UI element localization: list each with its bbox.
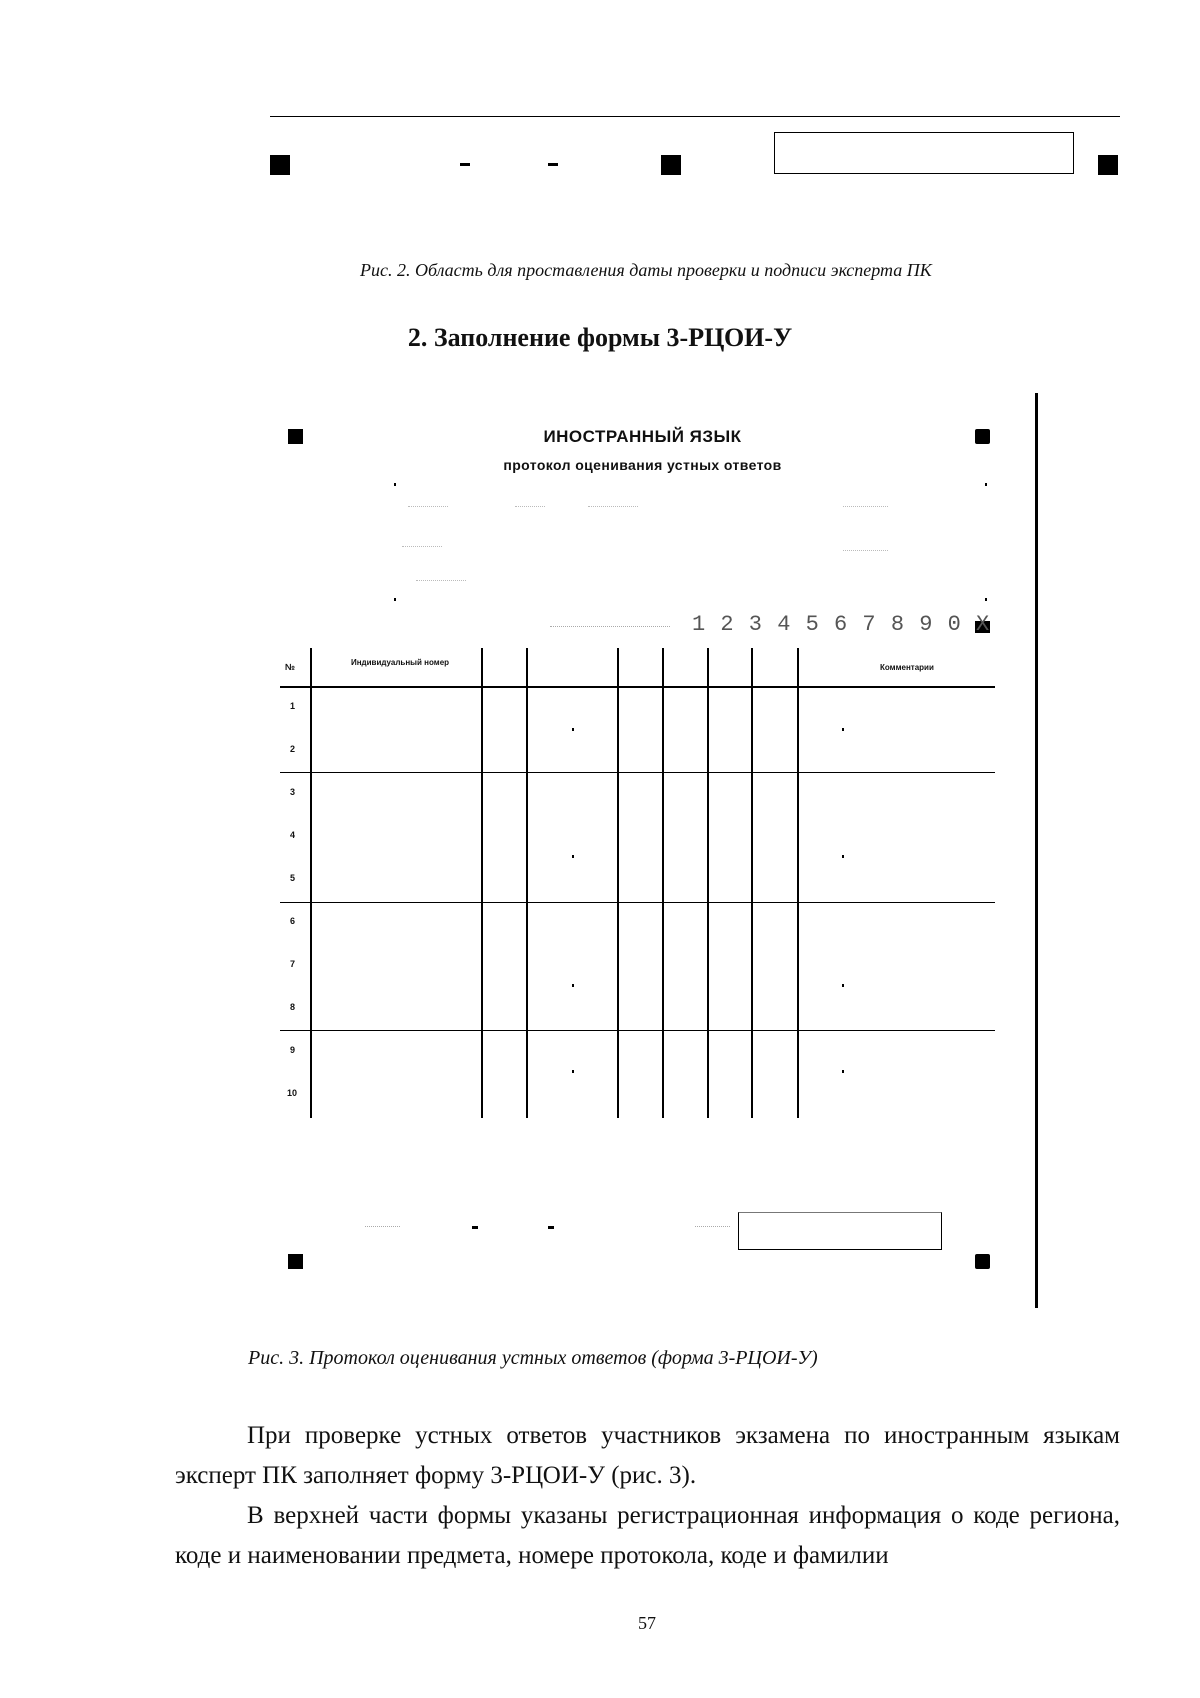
- fig2-date-dash-2: [548, 163, 558, 166]
- section-heading: 2. Заполнение формы 3-РЦОИ-У: [407, 323, 793, 352]
- row-dot: [572, 1070, 574, 1073]
- row-number: 3: [290, 787, 296, 797]
- form-date-dash-1: [472, 1226, 478, 1229]
- row-dot: [842, 984, 844, 987]
- row-number: 6: [290, 916, 296, 926]
- table-col-line: [310, 648, 312, 1118]
- fig2-marker-right: [1098, 155, 1118, 175]
- row-dot: [842, 855, 844, 858]
- table-group-rule: [280, 1030, 995, 1031]
- table-col-line: [707, 648, 709, 1118]
- fig2-signature-label: [712, 143, 762, 152]
- col-header-number: №: [285, 662, 296, 672]
- row-number: 2: [290, 744, 296, 754]
- form-signature-label-faint: [695, 1222, 730, 1227]
- reg-info-faint-field: [402, 540, 442, 547]
- reg-info-mark: [985, 598, 987, 601]
- fig2-date-dash-1: [460, 163, 470, 166]
- page-number: 57: [638, 1613, 656, 1633]
- fig2-date-label: [340, 143, 380, 152]
- table-header-rule: [280, 686, 995, 688]
- form-marker-bottom-left: [288, 1254, 303, 1269]
- reg-info-mark: [394, 483, 396, 486]
- form-date-dash-2: [548, 1226, 554, 1229]
- row-dot: [572, 855, 574, 858]
- reg-info-faint-field: [408, 502, 448, 507]
- reg-info-faint-field: [843, 546, 888, 551]
- protocol-number: 1 2 3 4 5 6 7 8 9 0 X: [692, 612, 991, 637]
- form-subtitle: протокол оценивания устных ответов: [503, 457, 782, 473]
- row-dot: [842, 1070, 844, 1073]
- col-header-individual-number: Индивидуальный номер: [350, 658, 450, 667]
- protocol-label-faint: [550, 622, 670, 627]
- table-col-line: [751, 648, 753, 1118]
- reg-info-faint-field: [843, 502, 888, 507]
- fig2-top-rule: [270, 116, 1120, 117]
- reg-info-faint-field: [515, 502, 545, 507]
- fig3-caption: Рис. 3. Протокол оценивания устных ответов (форма 3-РЦОИ-У): [248, 1347, 818, 1369]
- row-number: 9: [290, 1045, 296, 1055]
- table-col-line: [797, 648, 799, 1118]
- reg-info-faint-field: [416, 576, 466, 581]
- row-number: 7: [290, 959, 296, 969]
- paragraph-2: В верхней части формы указаны регистрационная информация о коде региона, коде и наименовании предмета, номере протокола, коде и фамилии: [175, 1502, 1120, 1569]
- row-number: 1: [290, 701, 296, 711]
- row-number: 4: [290, 830, 296, 840]
- table-col-line: [526, 648, 528, 1118]
- col-header-comments: Комментарии: [880, 663, 934, 672]
- paragraph-1: При проверке устных ответов участников экзамена по иностранным языкам эксперт ПК заполняет форму 3-РЦОИ-У (рис. 3).: [175, 1422, 1120, 1489]
- form-marker-bottom-right: [975, 1254, 990, 1269]
- table-col-line: [662, 648, 664, 1118]
- form-signature-box: [738, 1212, 942, 1250]
- row-number: 10: [287, 1088, 298, 1098]
- row-number: 8: [290, 1002, 296, 1012]
- table-col-line: [481, 648, 483, 1118]
- fig2-marker-middle: [661, 155, 681, 175]
- reg-info-mark: [394, 598, 396, 601]
- form-right-border: [1035, 393, 1038, 1308]
- reg-info-faint-field: [588, 500, 638, 507]
- row-number: 5: [290, 873, 296, 883]
- table-group-rule: [280, 772, 995, 773]
- reg-info-mark: [985, 483, 987, 486]
- table-group-rule: [280, 902, 995, 903]
- row-dot: [572, 984, 574, 987]
- fig2-caption: Рис. 2. Область для проставления даты проверки и подписи эксперта ПК: [360, 260, 932, 280]
- fig2-marker-left: [270, 155, 290, 175]
- fig2-signature-box: [774, 132, 1074, 174]
- row-dot: [572, 728, 574, 731]
- table-col-line: [617, 648, 619, 1118]
- form-date-label-faint: [365, 1222, 400, 1227]
- row-dot: [842, 728, 844, 731]
- form-title: ИНОСТРАННЫЙ ЯЗЫК: [543, 427, 742, 446]
